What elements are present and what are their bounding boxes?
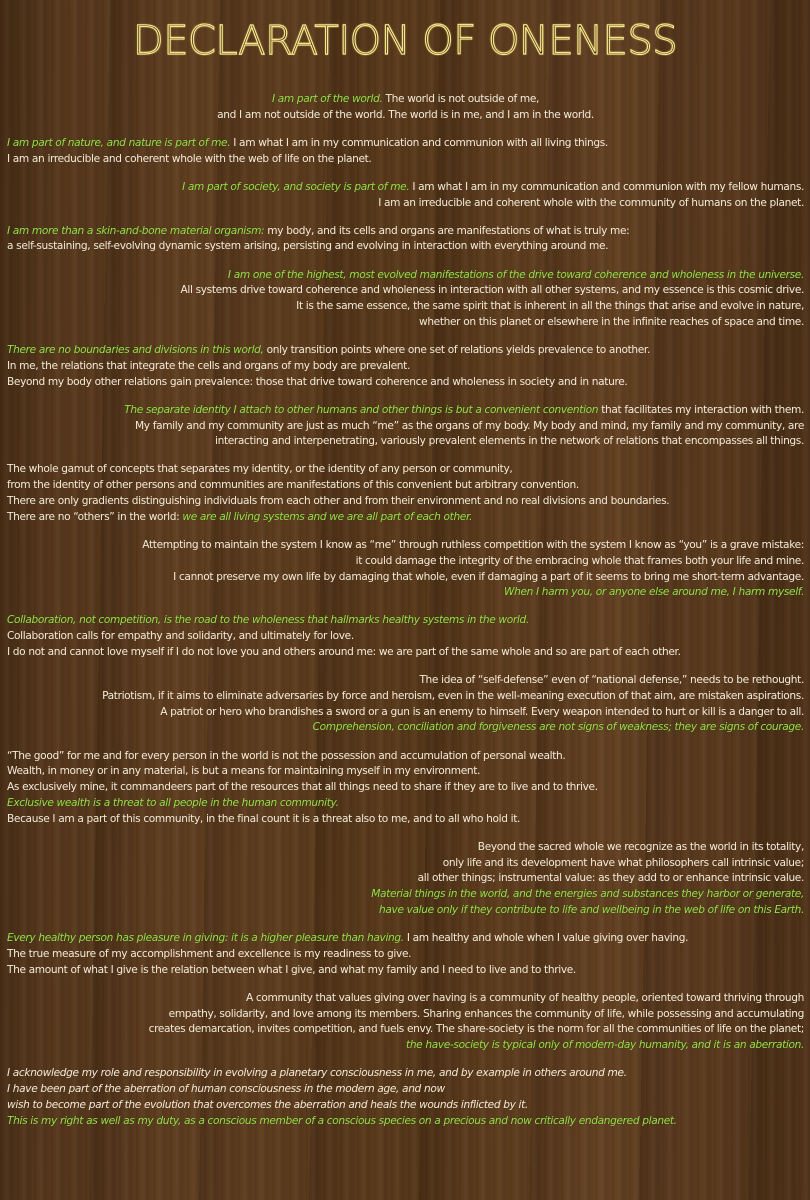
body-text: There are only gradients distinguishing individuals from each other and from their environment and no real divisions and boundaries. <box>7 495 670 508</box>
text-line <box>7 645 804 661</box>
body-text: A community that values giving over having is a community of healthy people, oriented toward thriving through <box>245 991 804 1004</box>
highlighted-text: The separate identity I attach to other humans and other things is but a convenient convention <box>124 403 599 416</box>
body-text: It is the same essence, the same spirit that is inherent in all the things that arise and evolve in nature, <box>296 300 804 313</box>
text-line <box>7 478 804 494</box>
text-line <box>7 931 804 947</box>
body-text: “The good” for me and for every person in the world is not the possession and accumulation of personal wealth. <box>7 749 566 762</box>
highlighted-text: I am more than a skin-and-bone material organism: <box>7 224 265 237</box>
highlighted-text: Collaboration, not competition, is the road to the wholeness that hallmarks healthy systems in the world. <box>7 614 529 627</box>
text-line <box>7 375 804 391</box>
text-line <box>7 359 804 375</box>
text-line <box>7 780 804 796</box>
text-line <box>7 585 804 601</box>
body-text: that facilitates my interaction with them. <box>598 403 804 416</box>
text-line <box>7 224 804 240</box>
text-line <box>7 673 804 689</box>
body-text: only transition points where one set of relations yields prevalence to another. <box>263 344 650 357</box>
paragraph <box>7 403 804 450</box>
body-text: Wealth, in money or in any material, is but a means for maintaining myself in my environment. <box>7 765 481 778</box>
body-text: creates demarcation, invites competition, and fuels envy. The share-society is the norm for all the communities of life on the planet; <box>148 1023 804 1036</box>
paragraph <box>7 462 804 525</box>
paragraph <box>7 92 804 124</box>
highlighted-text: This is my right as well as my duty, as a conscious member of a conscious species on a precious and now critically endangered planet. <box>7 1114 677 1127</box>
text-line <box>7 856 804 872</box>
body-text: whether on this planet or elsewhere in the infinite reaches of space and time. <box>419 315 804 328</box>
text-line <box>7 403 804 419</box>
text-line <box>7 180 804 196</box>
paragraph <box>7 991 804 1054</box>
text-line <box>7 613 804 629</box>
body-text: The idea of “self-defense” even of “national defense,” needs to be rethought. <box>419 674 804 687</box>
paragraph <box>7 343 804 390</box>
text-line <box>7 239 804 255</box>
text-line <box>7 840 804 856</box>
body-text: A patriot or hero who brandishes a sword or a gun is an enemy to himself. Every weapon intended to hurt or kill is a danger to all. <box>160 705 804 718</box>
body-text: I have been part of the aberration of human consciousness in the modern age, and now <box>7 1083 445 1096</box>
highlighted-text: There are no boundaries and divisions in this world, <box>7 344 264 357</box>
text-line <box>7 764 804 780</box>
highlighted-text: I am part of nature, and nature is part of me. <box>7 136 231 149</box>
text-line <box>7 871 804 887</box>
text-line <box>7 749 804 765</box>
text-line <box>7 283 804 299</box>
text-line <box>7 1066 804 1082</box>
paragraph <box>7 538 804 601</box>
highlighted-text: I am part of society, and society is part of me. <box>182 180 410 193</box>
body-text: I am healthy and whole when I value giving over having. <box>403 932 689 945</box>
text-line <box>7 510 804 526</box>
text-line <box>7 343 804 359</box>
text-line <box>7 947 804 963</box>
text-line <box>7 1038 804 1054</box>
highlighted-text: we are all living systems and we are all part of each other. <box>179 510 473 523</box>
highlighted-text: I am one of the highest, most evolved manifestations of the drive toward coherence and wholeness in the universe. <box>227 268 804 281</box>
text-line <box>7 991 804 1007</box>
paragraph <box>7 673 804 736</box>
body-text: Patriotism, if it aims to eliminate adversaries by force and heroism, even in the well-meaning execution of that aim, are mistaken aspirations. <box>102 689 804 702</box>
body-text: and I am not outside of the world. The world is in me, and I am in the world. <box>217 108 594 121</box>
body-text: Because I am a part of this community, in the final count it is a threat also to me, and to all who hold it. <box>7 812 521 825</box>
body-text: In me, the relations that integrate the cells and organs of my body are prevalent. <box>7 359 410 372</box>
paragraph <box>7 840 804 919</box>
body-text: There are no “others” in the world: <box>7 510 180 523</box>
highlighted-text: Material things in the world, and the energies and substances they harbor or generate, <box>371 888 804 901</box>
body-text: all other things; instrumental value: as they add to or enhance intrinsic value. <box>417 872 804 885</box>
paragraph <box>7 1066 804 1129</box>
paragraph <box>7 749 804 828</box>
text-line <box>7 196 804 212</box>
text-line <box>7 629 804 645</box>
body-text: The true measure of my accomplishment and excellence is my readiness to give. <box>7 947 412 960</box>
text-line <box>7 92 804 108</box>
text-line <box>7 903 804 919</box>
declaration-body <box>7 92 804 1142</box>
highlighted-text: Every healthy person has pleasure in giving: it is a higher pleasure than having. <box>7 932 404 945</box>
body-text: The world is not outside of me, <box>382 93 540 105</box>
body-text: I am an irreducible and coherent whole with the web of life on the planet. <box>7 152 372 165</box>
body-text: wish to become part of the evolution that overcomes the aberration and heals the wounds inflicted by it. <box>7 1098 528 1111</box>
body-text: I am what I am in my communication and communion with all living things. <box>230 136 608 149</box>
highlighted-text: have value only if they contribute to life and wellbeing in the web of life on this Earth. <box>379 904 804 917</box>
text-line <box>7 1098 804 1114</box>
body-text: a self-sustaining, self-evolving dynamic system arising, persisting and evolving in interaction with everything around me. <box>7 240 609 253</box>
highlighted-text: When I harm you, or anyone else around me, I harm myself. <box>503 586 804 599</box>
body-text: interacting and interpenetrating, variously prevalent elements in the network of relations that encompasses all things. <box>214 435 804 448</box>
body-text: I cannot preserve my own life by damaging that whole, even if damaging a part of it seems to bring me short-term advantage. <box>173 570 804 583</box>
paragraph <box>7 136 804 168</box>
text-line <box>7 1114 804 1130</box>
paragraph <box>7 268 804 331</box>
highlighted-text: Exclusive wealth is a threat to all people in the human community. <box>7 796 339 809</box>
text-line <box>7 108 804 124</box>
text-line <box>7 570 804 586</box>
text-line <box>7 419 804 435</box>
body-text: my body, and its cells and organs are manifestations of what is truly me: <box>264 224 630 237</box>
text-line <box>7 689 804 705</box>
body-text: My family and my community are just as much “me” as the organs of my body. My body and mind, my family and my community, are <box>134 419 804 432</box>
body-text: Beyond my body other relations gain prevalence: those that drive toward coherence and wholeness in society and in nature. <box>7 375 628 388</box>
text-line <box>7 1082 804 1098</box>
paragraph <box>7 224 804 256</box>
body-text: The amount of what I give is the relation between what I give, and what my family and I need to live and to thrive. <box>7 963 576 976</box>
body-text: I acknowledge my role and responsibility in evolving a planetary consciousness in me, and by example in others around me. <box>7 1067 627 1080</box>
text-line <box>7 720 804 736</box>
body-text: Attempting to maintain the system I know as “me” through ruthless competition with the system I know as “you” is a grave mistake: <box>142 538 804 551</box>
body-text: As exclusively mine, it commandeers part of the resources that all things need to share if they are to live and to thrive. <box>7 781 598 794</box>
text-line <box>7 1007 804 1023</box>
body-text: empathy, solidarity, and love among its members. Sharing enhances the community of life, while possessing and accumulating <box>168 1007 804 1020</box>
text-line <box>7 315 804 331</box>
text-line <box>7 887 804 903</box>
body-text: from the identity of other persons and communities are manifestations of this convenient but arbitrary convention. <box>7 479 579 492</box>
page-title: DECLARATION OF ONENESS <box>132 18 678 64</box>
text-line <box>7 462 804 478</box>
text-line <box>7 268 804 284</box>
text-line <box>7 812 804 828</box>
paragraph <box>7 180 804 212</box>
text-line <box>7 554 804 570</box>
text-line <box>7 705 804 721</box>
text-line <box>7 434 804 450</box>
text-line <box>7 494 804 510</box>
text-line <box>7 152 804 168</box>
body-text: only life and its development have what philosophers call intrinsic value; <box>442 856 804 869</box>
text-line <box>7 796 804 812</box>
body-text: The whole gamut of concepts that separates my identity, or the identity of any person or community, <box>7 463 513 476</box>
highlighted-text: Comprehension, conciliation and forgiveness are not signs of weakness; they are signs of courage. <box>312 721 804 734</box>
paragraph <box>7 931 804 978</box>
highlighted-text: the have-society is typical only of modern-day humanity, and it is an aberration. <box>406 1039 804 1052</box>
body-text: I am what I am in my communication and communion with my fellow humans. <box>409 180 804 193</box>
text-line <box>7 538 804 554</box>
body-text: Collaboration calls for empathy and solidarity, and ultimately for love. <box>7 630 354 643</box>
text-line <box>7 299 804 315</box>
body-text: I am an irreducible and coherent whole with the community of humans on the planet. <box>378 196 804 209</box>
body-text: All systems drive toward coherence and wholeness in interaction with all other systems, and my essence is this cosmic drive. <box>180 284 804 297</box>
paragraph <box>7 613 804 660</box>
text-line <box>7 1022 804 1038</box>
body-text: Beyond the sacred whole we recognize as the world in its totality, <box>477 840 804 853</box>
highlighted-text: I am part of the world. <box>271 93 383 105</box>
body-text: it could damage the integrity of the embracing whole that frames both your life and mine. <box>355 554 804 567</box>
text-line <box>7 963 804 979</box>
body-text: I do not and cannot love myself if I do not love you and others around me: we are part of the same whole and so are part of each other. <box>7 645 681 658</box>
text-line <box>7 136 804 152</box>
